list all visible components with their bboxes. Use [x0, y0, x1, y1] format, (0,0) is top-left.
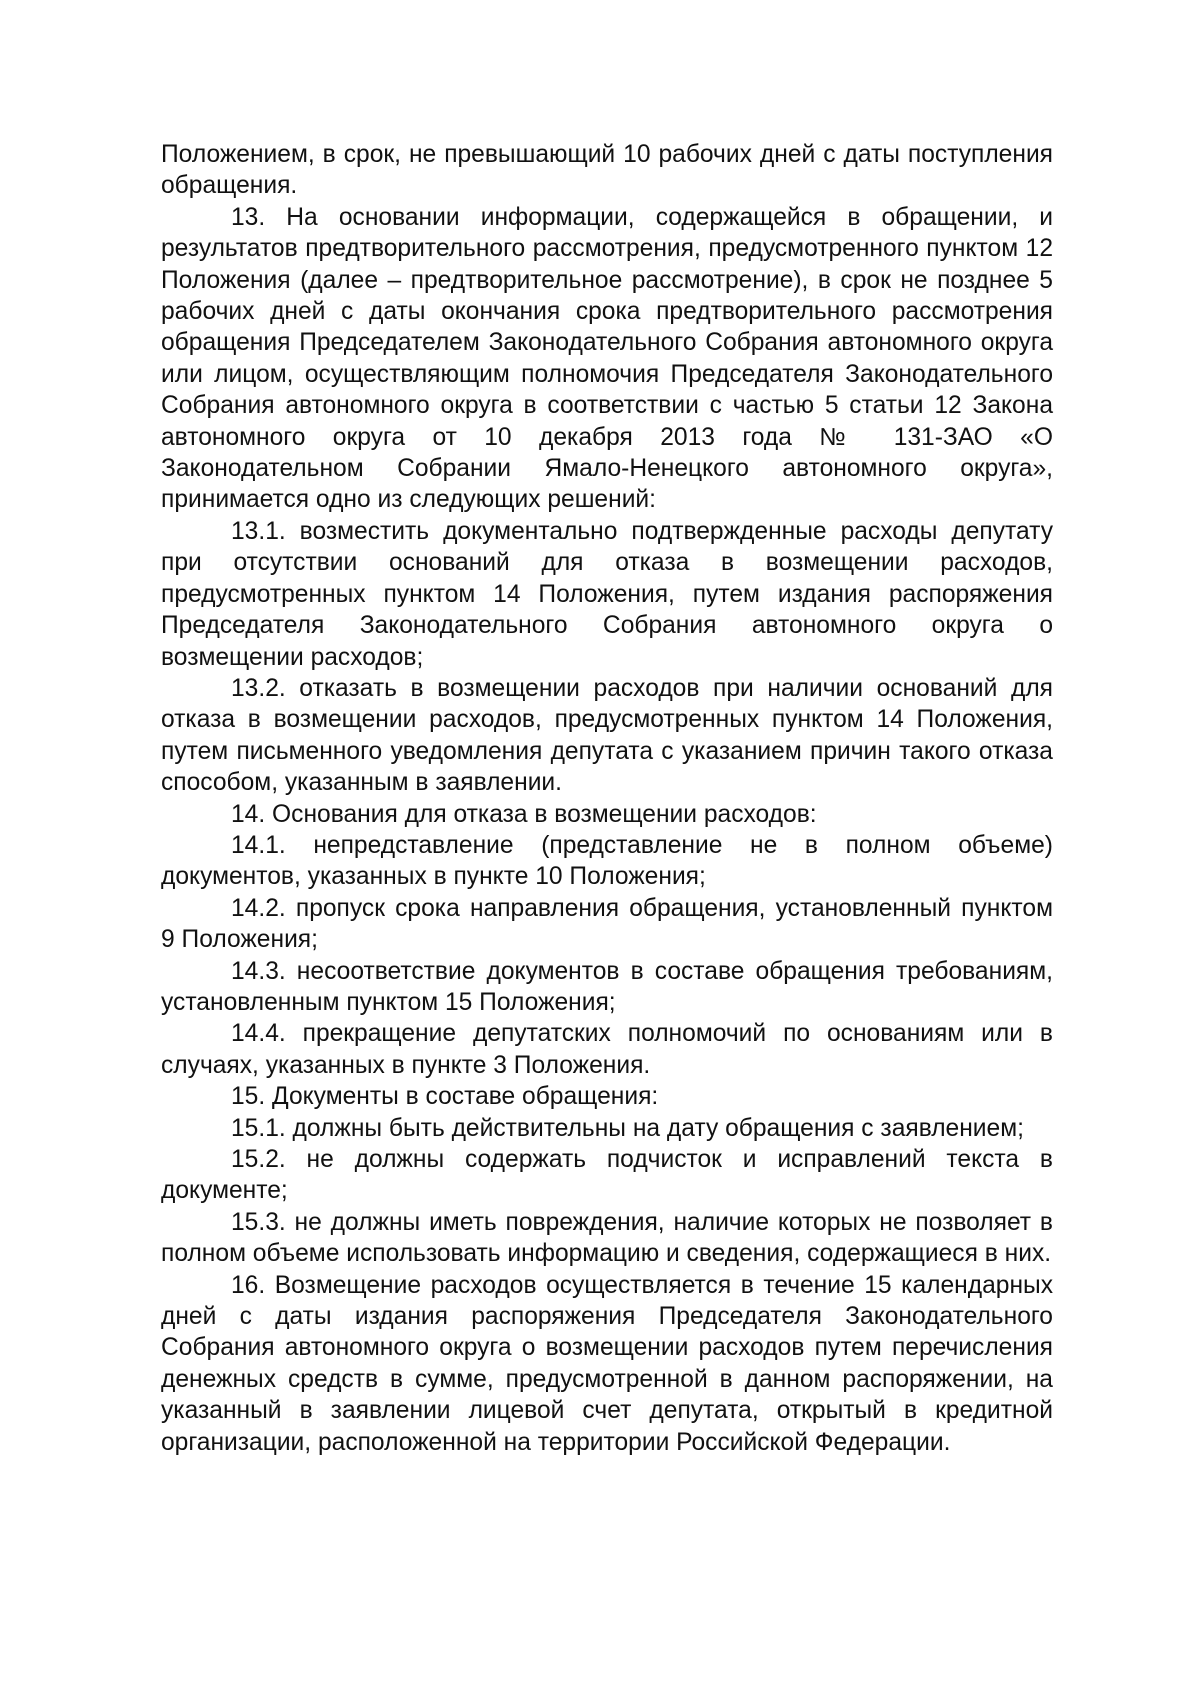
paragraph-15-2: 15.2. не должны содержать подчисток и исправлений текста в документе;: [161, 1146, 1053, 1205]
paragraph-13-2: 13.2. отказать в возмещении расходов при наличии оснований для отказа в возмещении расходов, предусмотренных пунктом 14 Положения, путем письменного уведомления депутата с указанием причин такого отказа способом, указанным в заявлении.: [161, 674, 1053, 797]
paragraph-14: 14. Основания для отказа в возмещении расходов:: [231, 800, 817, 828]
paragraph-13: 13. На основании информации, содержащейся в обращении, и результатов предтворительного рассмотрения, предусмотренного пунктом 12 Положения (далее – предтворительное рассмотрение), в срок не позднее 5 рабочих дней с даты окончания срока предтворительного рассмотрения обращения Председателем Законодательного Собрания автономного округа или лицом, осуществляющим полномочия Председателя Законодательного Собрания автономного округа в соответствии с частью 5 статьи 12 Закона автономного округа от 10 декабря 2013 года № 131-ЗАО «О Законодательном Собрании Ямало-Ненецкого автономного округа», принимается одно из следующих решений:: [161, 203, 1053, 514]
paragraph-continuation: Положением, в срок, не превышающий 10 рабочих дней с даты поступления обращения.: [161, 141, 1053, 200]
paragraph-15-3: 15.3. не должны иметь повреждения, наличие которых не позволяет в полном объеме использовать информацию и сведения, содержащиеся в них.: [161, 1208, 1053, 1268]
paragraph-14-4: 14.4. прекращение депутатских полномочий по основаниям или в случаях, указанных в пункте 3 Положения.: [161, 1020, 1053, 1079]
paragraph-14-3: 14.3. несоответствие документов в составе обращения требованиям, установленным пунктом 15 Положения;: [161, 957, 1053, 1016]
paragraph-13-1: 13.1. возместить документально подтвержденные расходы депутату при отсутствии оснований для отказа в возмещении расходов, предусмотренных пунктом 14 Положения, путем издания распоряжения Председателя Законодательного Собрания автономного округа о возмещении расходов;: [161, 517, 1053, 671]
paragraph-16: 16. Возмещение расходов осуществляется в течение 15 календарных дней с даты издания распоряжения Председателя Законодательного Собрания автономного округа о возмещении расходов путем перечисления денежных средств в сумме, предусмотренной в данном распоряжении, на указанный в заявлении лицевой счет депутата, открытый в кредитной организации, расположенной на территории Российской Федерации.: [161, 1271, 1053, 1456]
paragraph-14-2: 14.2. пропуск срока направления обращения, установленный пунктом 9 Положения;: [161, 894, 1053, 954]
paragraph-14-1: 14.1. непредставление (представление не в полном объеме) документов, указанных в пункте 10 Положения;: [161, 831, 1053, 891]
paragraph-15: 15. Документы в составе обращения:: [231, 1083, 659, 1111]
paragraph-15-1: 15.1. должны быть действительны на дату обращения с заявлением;: [231, 1114, 1024, 1142]
document-page: [161, 139, 1053, 1458]
